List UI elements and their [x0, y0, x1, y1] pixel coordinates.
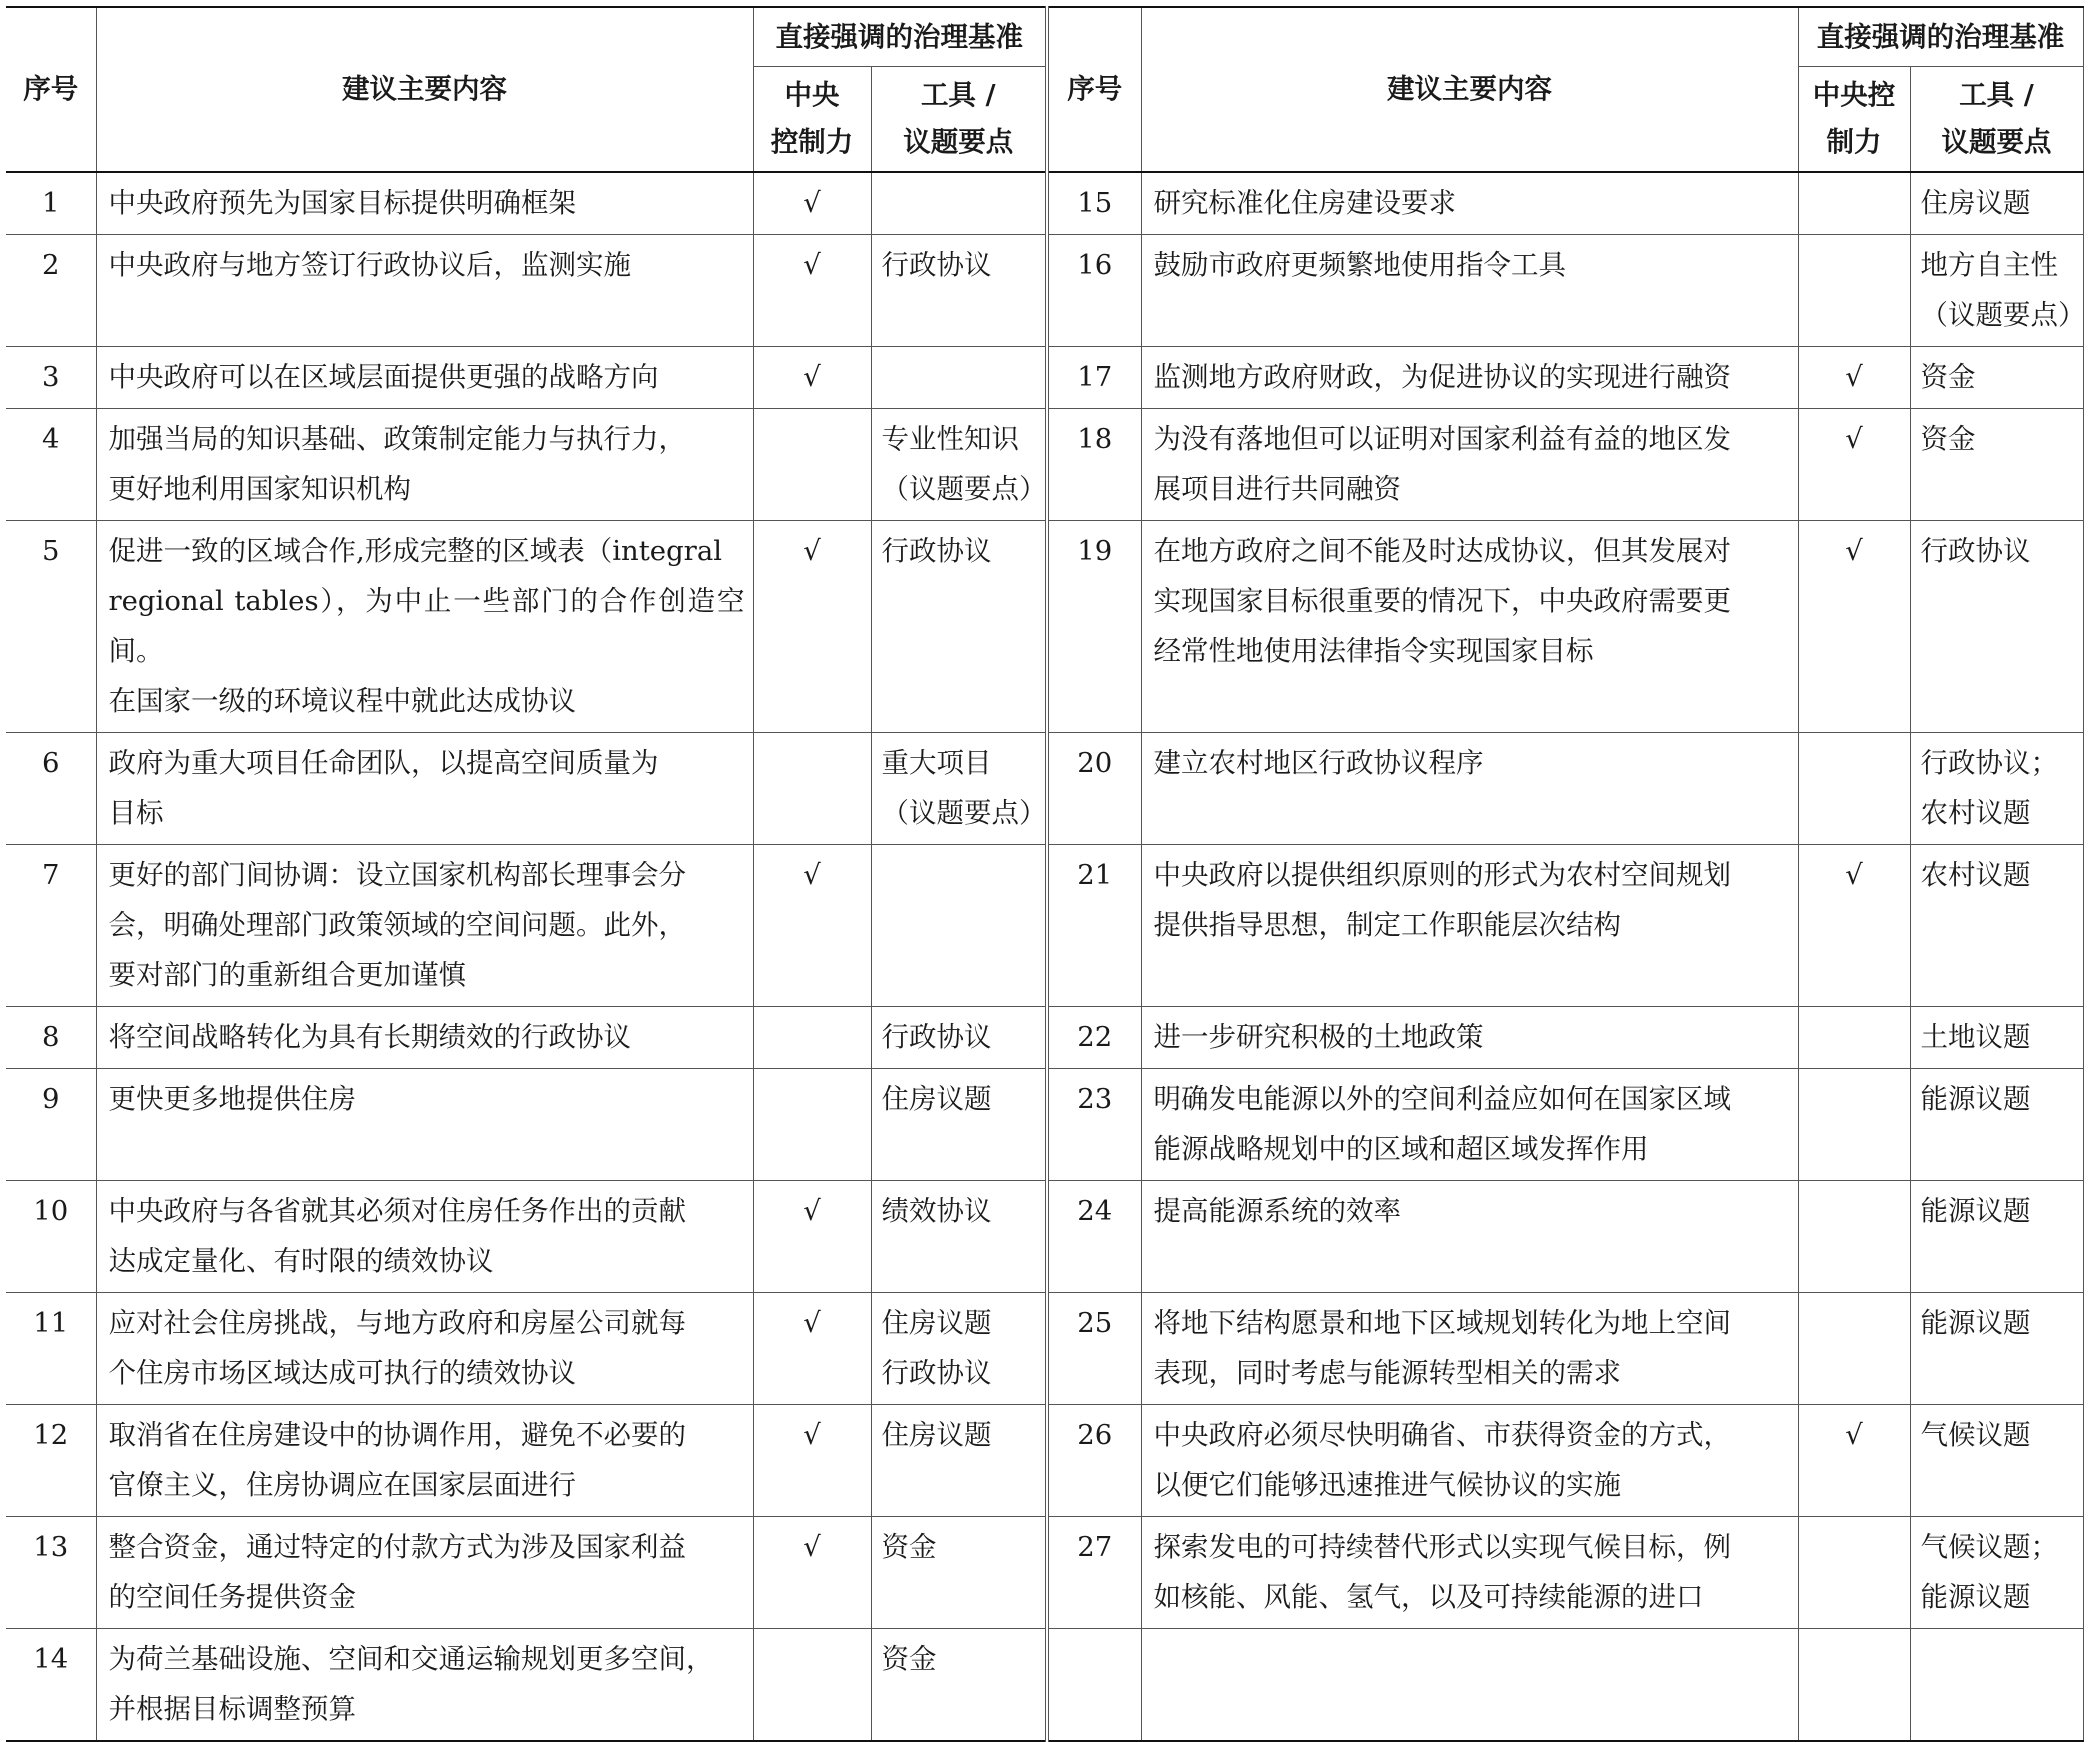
recommendation-table-page — [6, 6, 2086, 1742]
header-content-left: 建议主要内容 — [96, 7, 753, 172]
recommendation-line: 要对部门的重新组合更加谨慎 — [108, 959, 466, 991]
table-body — [6, 172, 2086, 1741]
left-recommendation-text — [96, 409, 753, 521]
tool-topic-line: 农村议题 — [1920, 859, 2031, 891]
left-row-number: 4 — [6, 409, 96, 521]
left-tool-topic — [871, 521, 1047, 733]
tool-topic-line: （议题要点） — [1920, 299, 2086, 331]
left-recommendation-text — [96, 235, 753, 347]
right-row-number: 26 — [1047, 1405, 1141, 1517]
recommendation-line: 为荷兰基础设施、空间和交通运输规划更多空间， — [108, 1643, 714, 1675]
left-row-number: 13 — [6, 1517, 96, 1629]
recommendation-line: 展项目进行共同融资 — [1153, 473, 1401, 505]
recommendation-line: 明确发电能源以外的空间利益应如何在国家区域 — [1153, 1083, 1731, 1115]
right-tool-topic — [1910, 409, 2083, 521]
left-row-number: 11 — [6, 1293, 96, 1405]
left-row-number: 9 — [6, 1069, 96, 1181]
table-row — [6, 1069, 2083, 1181]
recommendation-line: 监测地方政府财政，为促进协议的实现进行融资 — [1153, 361, 1731, 393]
left-row-number: 2 — [6, 235, 96, 347]
recommendation-line: 中央政府预先为国家目标提供明确框架 — [108, 187, 576, 219]
left-central-control-check — [753, 1069, 871, 1181]
tool-topic-line: 行政协议 — [881, 1357, 992, 1389]
table-row — [6, 1293, 2083, 1405]
recommendation-line: 会，明确处理部门政策领域的空间问题。此外， — [108, 909, 686, 941]
right-central-control-check: √ — [1798, 845, 1910, 1007]
left-tool-topic — [871, 1181, 1047, 1293]
left-central-control-check — [753, 1629, 871, 1742]
right-row-number: 16 — [1047, 235, 1141, 347]
left-central-control-check: √ — [753, 235, 871, 347]
right-tool-topic — [1910, 733, 2083, 845]
left-central-control-check: √ — [753, 1293, 871, 1405]
recommendation-line: 经常性地使用法律指令实现国家目标 — [1153, 635, 1594, 667]
table-row — [6, 1181, 2083, 1293]
right-recommendation-text — [1141, 1069, 1798, 1181]
right-central-control-check: √ — [1798, 521, 1910, 733]
recommendation-line: 应对社会住房挑战，与地方政府和房屋公司就每 — [108, 1307, 686, 1339]
right-tool-topic — [1910, 1629, 2083, 1742]
left-central-control-check: √ — [753, 845, 871, 1007]
tool-topic-line: 行政协议； — [1920, 747, 2058, 779]
recommendation-line: 整合资金，通过特定的付款方式为涉及国家利益 — [108, 1531, 686, 1563]
right-recommendation-text — [1141, 172, 1798, 235]
tool-topic-line: 气候议题 — [1920, 1419, 2031, 1451]
left-tool-topic — [871, 1517, 1047, 1629]
right-central-control-check: √ — [1798, 347, 1910, 409]
recommendation-line: 建立农村地区行政协议程序 — [1153, 747, 1484, 779]
recommendation-line: 取消省在住房建设中的协调作用，避免不必要的 — [108, 1419, 686, 1451]
right-recommendation-text — [1141, 521, 1798, 733]
right-tool-topic — [1910, 521, 2083, 733]
right-row-number — [1047, 1629, 1141, 1742]
header-governance-group-right: 直接强调的治理基准 — [1798, 7, 2083, 67]
left-tool-topic — [871, 1069, 1047, 1181]
left-recommendation-text — [96, 1293, 753, 1405]
recommendation-line: 促进一致的区域合作,形成完整的区域表（integral — [108, 535, 723, 567]
table-row — [6, 1517, 2083, 1629]
right-central-control-check — [1798, 1517, 1910, 1629]
recommendation-line: 更好的部门间协调：设立国家机构部长理事会分 — [108, 859, 686, 891]
recommendation-line: 在国家一级的环境议程中就此达成协议 — [108, 685, 576, 717]
left-tool-topic — [871, 172, 1047, 235]
tool-topic-line: 住房议题 — [881, 1307, 992, 1339]
right-central-control-check — [1798, 1293, 1910, 1405]
left-row-number: 14 — [6, 1629, 96, 1742]
recommendation-line — [109, 290, 745, 340]
header-seq-right: 序号 — [1047, 7, 1141, 172]
right-recommendation-text — [1141, 1181, 1798, 1293]
recommendation-line: 中央政府与地方签订行政协议后，监测实施 — [108, 249, 631, 281]
right-central-control-check: √ — [1798, 409, 1910, 521]
right-tool-topic — [1910, 1405, 2083, 1517]
recommendation-table — [6, 6, 2084, 1742]
left-tool-topic — [871, 1293, 1047, 1405]
left-central-control-check: √ — [753, 172, 871, 235]
table-row — [6, 845, 2083, 1007]
right-central-control-check — [1798, 1181, 1910, 1293]
recommendation-line: 个住房市场区域达成可执行的绩效协议 — [108, 1357, 576, 1389]
recommendation-line: 并根据目标调整预算 — [108, 1693, 356, 1725]
left-row-number: 10 — [6, 1181, 96, 1293]
tool-topic-line: 能源议题 — [1920, 1307, 2031, 1339]
right-row-number: 19 — [1047, 521, 1141, 733]
recommendation-line: 目标 — [108, 797, 164, 829]
recommendation-line: 如核能、风能、氢气，以及可持续能源的进口 — [1153, 1581, 1704, 1613]
header-tool-left: 工具 / 议题要点 — [871, 67, 1047, 173]
table-row — [6, 409, 2083, 521]
left-central-control-check — [753, 409, 871, 521]
recommendation-line: 以便它们能够迅速推进气候协议的实施 — [1153, 1469, 1621, 1501]
left-central-control-check — [753, 1007, 871, 1069]
right-central-control-check — [1798, 733, 1910, 845]
left-recommendation-text — [96, 1629, 753, 1742]
right-row-number: 15 — [1047, 172, 1141, 235]
left-row-number: 12 — [6, 1405, 96, 1517]
tool-topic-line: 能源议题 — [1920, 1581, 2031, 1613]
left-tool-topic — [871, 347, 1047, 409]
right-tool-topic — [1910, 235, 2086, 347]
tool-topic-line: 住房议题 — [1920, 187, 2031, 219]
right-row-number: 23 — [1047, 1069, 1141, 1181]
table-row — [6, 347, 2083, 409]
left-recommendation-text — [96, 845, 753, 1007]
header-tool-right: 工具 / 议题要点 — [1910, 67, 2083, 173]
recommendation-line: 表现，同时考虑与能源转型相关的需求 — [1153, 1357, 1621, 1389]
table-row — [6, 235, 2083, 347]
header-central-control-left: 中央 控制力 — [753, 67, 871, 173]
right-tool-topic — [1910, 347, 2083, 409]
recommendation-line: regional tables），为中止一些部门的合作创造空间。 — [108, 585, 745, 667]
right-tool-topic — [1910, 1181, 2083, 1293]
right-row-number: 17 — [1047, 347, 1141, 409]
header-central-control-right: 中央控 制力 — [1798, 67, 1910, 173]
left-recommendation-text — [96, 172, 753, 235]
tool-topic-line: 气候议题； — [1920, 1531, 2058, 1563]
right-central-control-check — [1798, 1069, 1910, 1181]
right-tool-topic — [1910, 1517, 2083, 1629]
right-recommendation-text — [1141, 733, 1798, 845]
tool-topic-line: 地方自主性 — [1920, 249, 2058, 281]
right-recommendation-text — [1141, 1007, 1798, 1069]
right-tool-topic — [1910, 172, 2083, 235]
header-seq-left: 序号 — [6, 7, 96, 172]
right-recommendation-text — [1141, 845, 1798, 1007]
recommendation-line: 在地方政府之间不能及时达成协议，但其发展对 — [1153, 535, 1731, 567]
table-row — [6, 1007, 2083, 1069]
right-tool-topic — [1910, 1069, 2083, 1181]
recommendation-line: 将地下结构愿景和地下区域规划转化为地上空间 — [1153, 1307, 1731, 1339]
left-tool-topic — [871, 733, 1047, 845]
recommendation-line: 提高能源系统的效率 — [1153, 1195, 1401, 1227]
left-recommendation-text — [96, 1405, 753, 1517]
left-tool-topic — [871, 845, 1047, 1007]
tool-topic-line: 住房议题 — [881, 1419, 992, 1451]
right-row-number: 20 — [1047, 733, 1141, 845]
left-row-number: 3 — [6, 347, 96, 409]
right-central-control-check — [1798, 1629, 1910, 1742]
table-row — [6, 172, 2083, 235]
recommendation-line: 研究标准化住房建设要求 — [1153, 187, 1456, 219]
left-tool-topic — [871, 409, 1047, 521]
left-row-number: 7 — [6, 845, 96, 1007]
recommendation-line: 将空间战略转化为具有长期绩效的行政协议 — [108, 1021, 631, 1053]
tool-topic-line: 行政协议 — [881, 1021, 992, 1053]
recommendation-line: 能源战略规划中的区域和超区域发挥作用 — [1153, 1133, 1649, 1165]
tool-topic-line: 能源议题 — [1920, 1083, 2031, 1115]
right-row-number: 18 — [1047, 409, 1141, 521]
right-row-number: 22 — [1047, 1007, 1141, 1069]
tool-topic-line: 行政协议 — [881, 535, 992, 567]
recommendation-line: 中央政府必须尽快明确省、市获得资金的方式， — [1153, 1419, 1731, 1451]
left-recommendation-text — [96, 733, 753, 845]
tool-topic-line: 能源议题 — [1920, 1195, 2031, 1227]
header-governance-group-left: 直接强调的治理基准 — [753, 7, 1047, 67]
left-row-number: 6 — [6, 733, 96, 845]
right-central-control-check — [1798, 172, 1910, 235]
left-tool-topic — [871, 1629, 1047, 1742]
tool-topic-line: 资金 — [1920, 423, 1976, 455]
left-recommendation-text — [96, 347, 753, 409]
left-central-control-check: √ — [753, 1517, 871, 1629]
recommendation-line: 加强当局的知识基础、政策制定能力与执行力， — [108, 423, 686, 455]
recommendation-line: 政府为重大项目任命团队，以提高空间质量为 — [108, 747, 659, 779]
left-central-control-check — [753, 733, 871, 845]
right-tool-topic — [1910, 1293, 2083, 1405]
recommendation-line: 探索发电的可持续替代形式以实现气候目标，例 — [1153, 1531, 1731, 1563]
tool-topic-line: 绩效协议 — [881, 1195, 992, 1227]
right-recommendation-text — [1141, 235, 1798, 347]
table-row — [6, 1405, 2083, 1517]
tool-topic-line: 重大项目 — [881, 747, 992, 779]
recommendation-line: 中央政府与各省就其必须对住房任务作出的贡献 — [108, 1195, 686, 1227]
right-central-control-check: √ — [1798, 1405, 1910, 1517]
recommendation-line: 达成定量化、有时限的绩效协议 — [108, 1245, 494, 1277]
right-row-number: 24 — [1047, 1181, 1141, 1293]
left-row-number: 1 — [6, 172, 96, 235]
left-central-control-check: √ — [753, 521, 871, 733]
table-row — [6, 1629, 2083, 1742]
recommendation-line — [109, 1124, 745, 1174]
tool-topic-line: （议题要点） — [881, 797, 1047, 829]
recommendation-line — [1154, 1634, 1790, 1684]
left-tool-topic — [871, 1007, 1047, 1069]
left-recommendation-text — [96, 1181, 753, 1293]
tool-topic-line: 行政协议 — [1920, 535, 2031, 567]
tool-topic-line: （议题要点） — [881, 473, 1047, 505]
recommendation-line: 提供指导思想，制定工作职能层次结构 — [1153, 909, 1621, 941]
left-recommendation-text — [96, 1069, 753, 1181]
tool-topic-line: 资金 — [881, 1643, 937, 1675]
left-recommendation-text — [96, 521, 753, 733]
recommendation-line: 鼓励市政府更频繁地使用指令工具 — [1153, 249, 1566, 281]
right-row-number: 27 — [1047, 1517, 1141, 1629]
left-tool-topic — [871, 235, 1047, 347]
recommendation-line: 更好地利用国家知识机构 — [108, 473, 411, 505]
left-row-number: 5 — [6, 521, 96, 733]
table-row — [6, 733, 2083, 845]
left-central-control-check: √ — [753, 1405, 871, 1517]
tool-topic-line: 资金 — [1920, 361, 1976, 393]
recommendation-line: 中央政府以提供组织原则的形式为农村空间规划 — [1153, 859, 1731, 891]
right-recommendation-text — [1141, 347, 1798, 409]
tool-topic-line: 资金 — [881, 1531, 937, 1563]
right-recommendation-text — [1141, 409, 1798, 521]
right-recommendation-text — [1141, 1517, 1798, 1629]
table-row — [6, 521, 2083, 733]
header-content-right: 建议主要内容 — [1141, 7, 1798, 172]
recommendation-line: 为没有落地但可以证明对国家利益有益的地区发 — [1153, 423, 1731, 455]
recommendation-line: 中央政府可以在区域层面提供更强的战略方向 — [108, 361, 659, 393]
left-central-control-check: √ — [753, 1181, 871, 1293]
right-recommendation-text — [1141, 1405, 1798, 1517]
tool-topic-line: 农村议题 — [1920, 797, 2031, 829]
tool-topic-line: 专业性知识 — [881, 423, 1019, 455]
tool-topic-line: 住房议题 — [881, 1083, 992, 1115]
right-row-number: 25 — [1047, 1293, 1141, 1405]
right-central-control-check — [1798, 235, 1910, 347]
recommendation-line: 进一步研究积极的土地政策 — [1153, 1021, 1484, 1053]
left-row-number: 8 — [6, 1007, 96, 1069]
recommendation-line: 官僚主义，住房协调应在国家层面进行 — [108, 1469, 576, 1501]
right-row-number: 21 — [1047, 845, 1141, 1007]
right-recommendation-text — [1141, 1293, 1798, 1405]
right-tool-topic — [1910, 1007, 2083, 1069]
right-recommendation-text — [1141, 1629, 1798, 1742]
tool-topic-line: 土地议题 — [1920, 1021, 2031, 1053]
left-recommendation-text — [96, 1007, 753, 1069]
recommendation-line: 实现国家目标很重要的情况下，中央政府需要更 — [1153, 585, 1731, 617]
recommendation-line: 的空间任务提供资金 — [108, 1581, 356, 1613]
left-central-control-check: √ — [753, 347, 871, 409]
right-central-control-check — [1798, 1007, 1910, 1069]
tool-topic-line: 行政协议 — [881, 249, 992, 281]
left-tool-topic — [871, 1405, 1047, 1517]
table-header — [6, 7, 2083, 172]
recommendation-line: 更快更多地提供住房 — [108, 1083, 356, 1115]
right-tool-topic — [1910, 845, 2083, 1007]
left-recommendation-text — [96, 1517, 753, 1629]
